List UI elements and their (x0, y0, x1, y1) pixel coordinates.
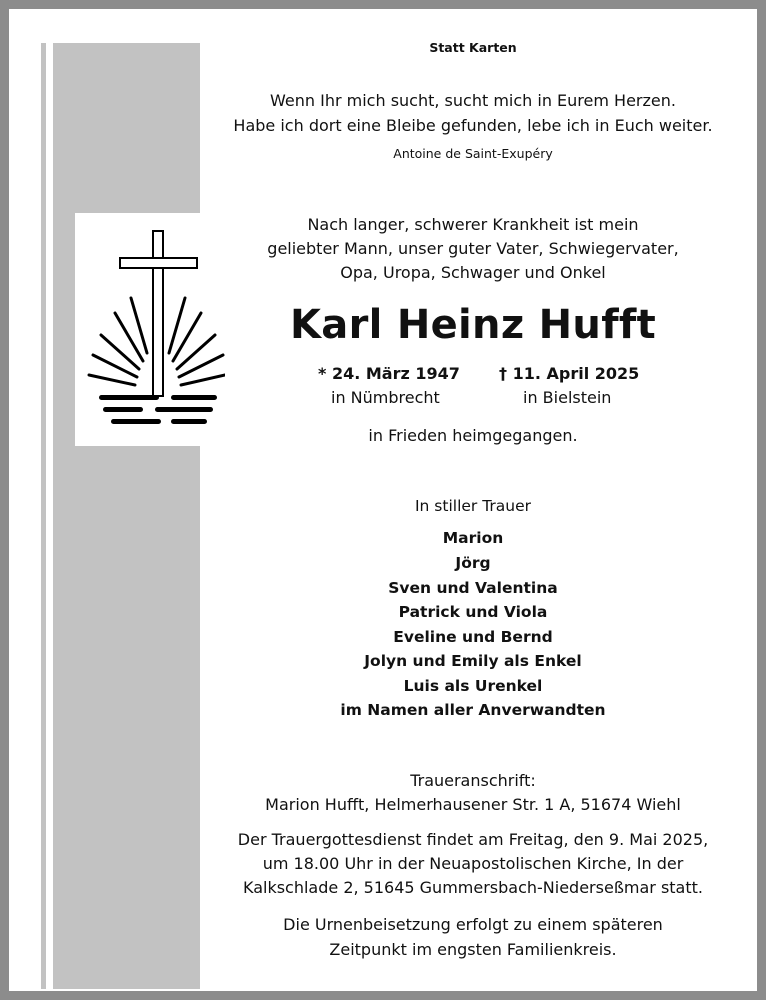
quote-line-2: Habe ich dort eine Bleibe gefunden, lebe ich in Euch weiter. (233, 116, 713, 135)
mourner-name: Patrick und Viola (398, 603, 548, 621)
mourners-label: In stiller Trauer (414, 497, 532, 515)
mourner-name: Marion (442, 529, 504, 547)
statt-karten: Statt Karten (429, 40, 517, 55)
intro-line-1: Nach langer, schwerer Krankheit ist mein (307, 215, 639, 234)
death-place: in Bielstein (523, 388, 612, 407)
mourner-name: Eveline und Bernd (393, 628, 553, 646)
burial-line-2: Zeitpunkt im engsten Familienkreis. (329, 940, 617, 959)
mourner-name: im Namen aller Anverwandten (340, 701, 606, 719)
quote-author: Antoine de Saint-Exupéry (393, 146, 553, 161)
birth-date: * 24. März 1947 (318, 364, 460, 383)
decorative-gray-bar (53, 43, 200, 989)
intro-line-2: geliebter Mann, unser guter Vater, Schwiegervater, (267, 239, 679, 258)
service-line-3: Kalkschlade 2, 51645 Gummersbach-Niederseßmar statt. (242, 878, 703, 897)
address-line: Marion Hufft, Helmerhausener Str. 1 A, 51674 Wiehl (265, 795, 681, 814)
mourner-name: Jörg (455, 554, 491, 572)
quote-line-1: Wenn Ihr mich sucht, sucht mich in Eurem Herzen. (270, 91, 676, 110)
mourner-name: Sven und Valentina (388, 579, 558, 597)
deceased-name: Karl Heinz Hufft (289, 302, 657, 348)
service-line-2: um 18.00 Uhr in der Neuapostolischen Kirche, In der (262, 854, 684, 873)
decorative-thin-bar (41, 43, 46, 989)
birth-place: in Nümbrecht (331, 388, 440, 407)
death-date: † 11. April 2025 (499, 364, 640, 383)
mourner-name: Luis als Urenkel (403, 677, 543, 695)
service-line-1: Der Trauergottesdienst findet am Freitag, den 9. Mai 2025, (237, 830, 709, 849)
intro-line-3: Opa, Uropa, Schwager und Onkel (340, 263, 606, 282)
mourner-name: Jolyn und Emily als Enkel (364, 652, 582, 670)
passed-line: in Frieden heimgegangen. (368, 426, 578, 445)
burial-line-1: Die Urnenbeisetzung erfolgt zu einem späteren (283, 915, 663, 934)
address-label: Traueranschrift: (410, 771, 536, 790)
